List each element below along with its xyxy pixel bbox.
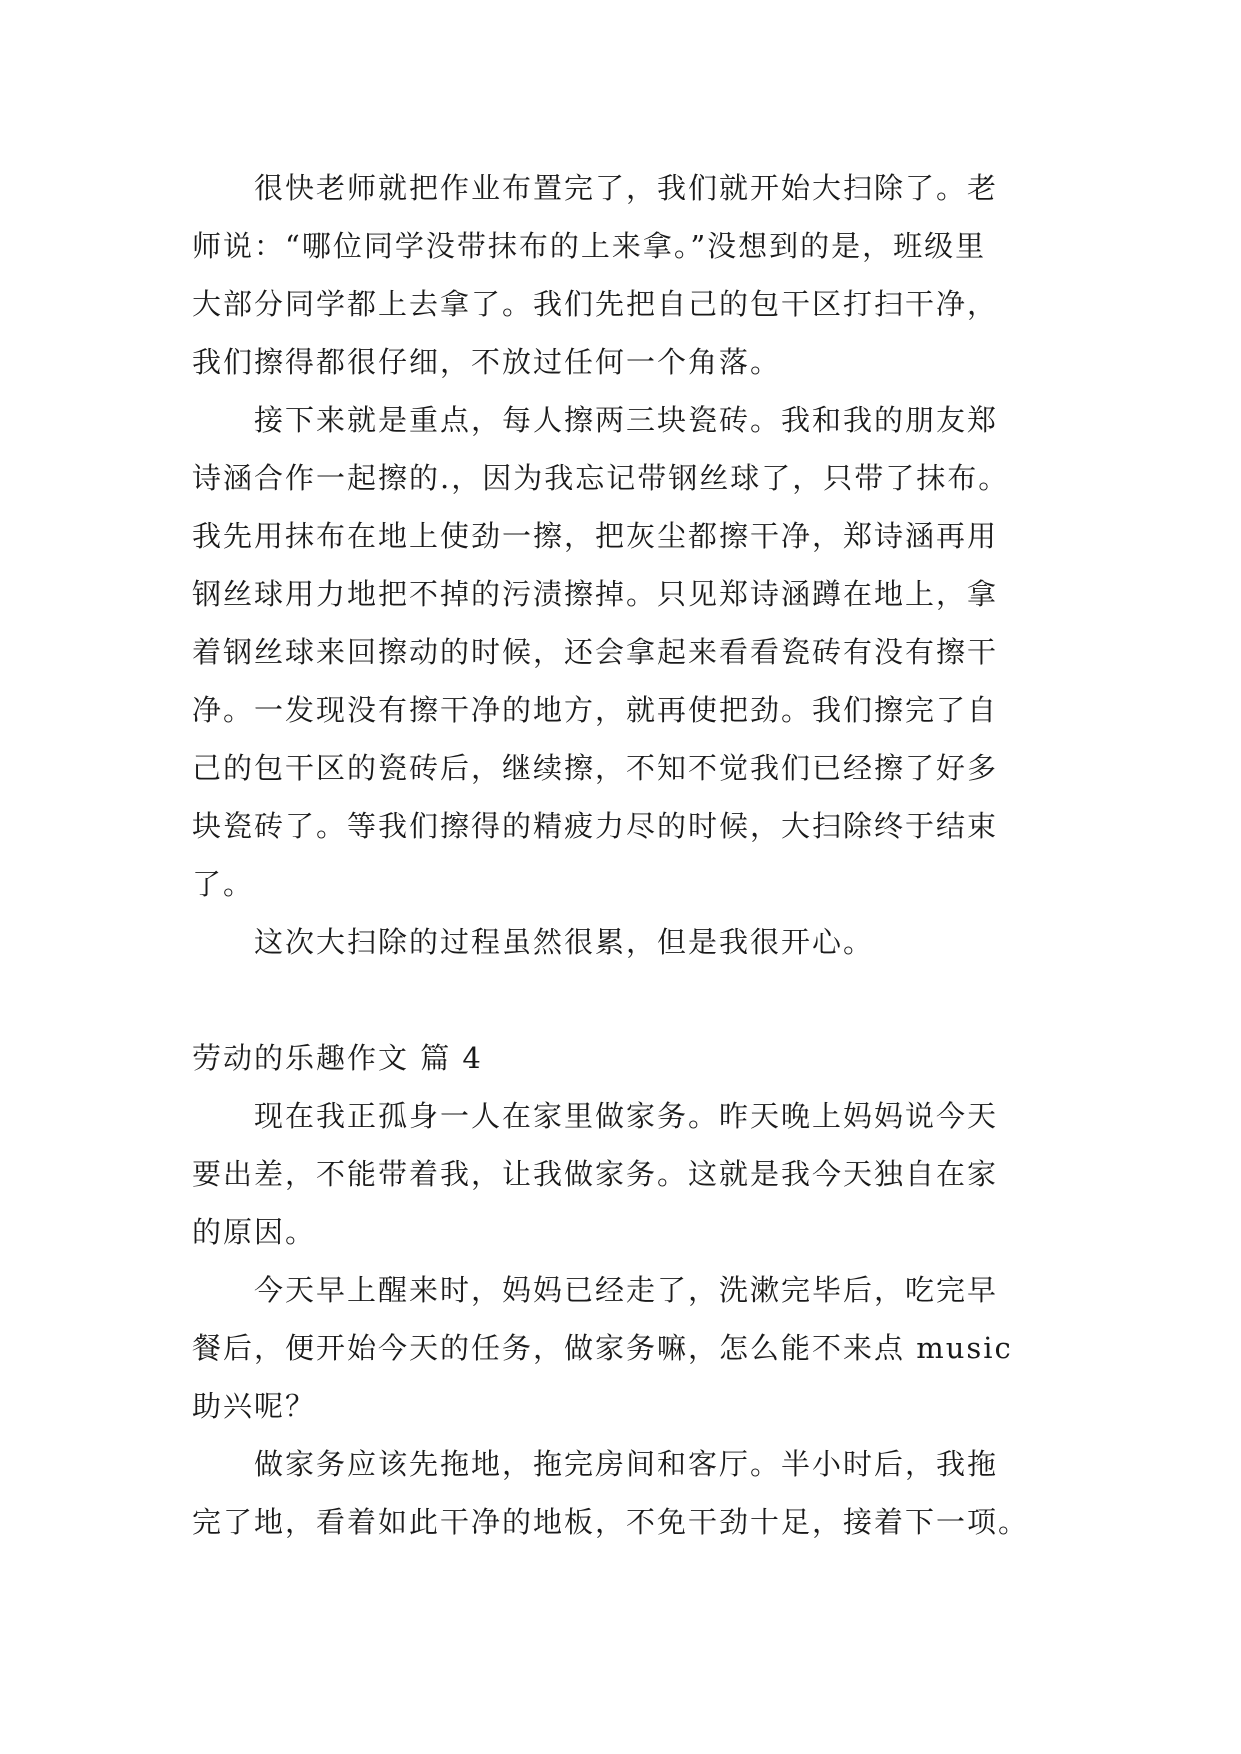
paragraph bbox=[192, 1087, 1072, 1261]
text-line: 今天早上醒来时，妈妈已经走了，洗漱完毕后，吃完早 bbox=[254, 1273, 999, 1307]
text-line: 助兴呢？ bbox=[192, 1389, 317, 1423]
text-line: 很快老师就把作业布置完了，我们就开始大扫除了。老 bbox=[254, 171, 999, 205]
text-line: 接下来就是重点，每人擦两三块瓷砖。我和我的朋友郑 bbox=[254, 403, 999, 437]
text-line: 了。 bbox=[192, 867, 255, 901]
paragraph bbox=[192, 159, 1072, 391]
text-line: 这次大扫除的过程虽然很累，但是我很开心。 bbox=[254, 925, 875, 959]
text-line: 师说：“哪位同学没带抹布的上来拿。”没想到的是，班级里 bbox=[192, 229, 987, 263]
paragraph bbox=[192, 1261, 1072, 1435]
text-line: 大部分同学都上去拿了。我们先把自己的包干区打扫干净， bbox=[192, 287, 999, 321]
text-line: 的原因。 bbox=[192, 1215, 317, 1249]
text-line: 我们擦得都很仔细，不放过任何一个角落。 bbox=[192, 345, 782, 379]
text-line: 要出差，不能带着我，让我做家务。这就是我今天独自在家 bbox=[192, 1157, 999, 1191]
document-body bbox=[192, 159, 1072, 1551]
text-line: 钢丝球用力地把不掉的污渍擦掉。只见郑诗涵蹲在地上，拿 bbox=[192, 577, 999, 611]
text-line: 做家务应该先拖地，拖完房间和客厅。半小时后，我拖 bbox=[254, 1447, 999, 1481]
text-line: 着钢丝球来回擦动的时候，还会拿起来看看瓷砖有没有擦干 bbox=[192, 635, 999, 669]
text-line: 诗涵合作一起擦的.，因为我忘记带钢丝球了，只带了抹布。 bbox=[192, 461, 1010, 495]
paragraph bbox=[192, 391, 1072, 913]
text-line: 现在我正孤身一人在家里做家务。昨天晚上妈妈说今天 bbox=[254, 1099, 999, 1133]
text-line: 净。一发现没有擦干净的地方，就再使把劲。我们擦完了自 bbox=[192, 693, 999, 727]
text-line: 完了地，看着如此干净的地板，不免干劲十足，接着下一项。 bbox=[192, 1505, 1030, 1539]
paragraph bbox=[192, 1435, 1072, 1551]
paragraph bbox=[192, 913, 1072, 971]
text-line: 块瓷砖了。等我们擦得的精疲力尽的时候，大扫除终于结束 bbox=[192, 809, 999, 843]
text-line: 我先用抹布在地上使劲一擦，把灰尘都擦干净，郑诗涵再用 bbox=[192, 519, 999, 553]
text-line: 己的包干区的瓷砖后，继续擦，不知不觉我们已经擦了好多 bbox=[192, 751, 999, 785]
section-title: 劳动的乐趣作文 篇 4 bbox=[192, 1041, 483, 1075]
text-line: 餐后，便开始今天的任务，做家务嘛，怎么能不来点 music bbox=[192, 1331, 1013, 1365]
section-spacer bbox=[192, 971, 1072, 1029]
